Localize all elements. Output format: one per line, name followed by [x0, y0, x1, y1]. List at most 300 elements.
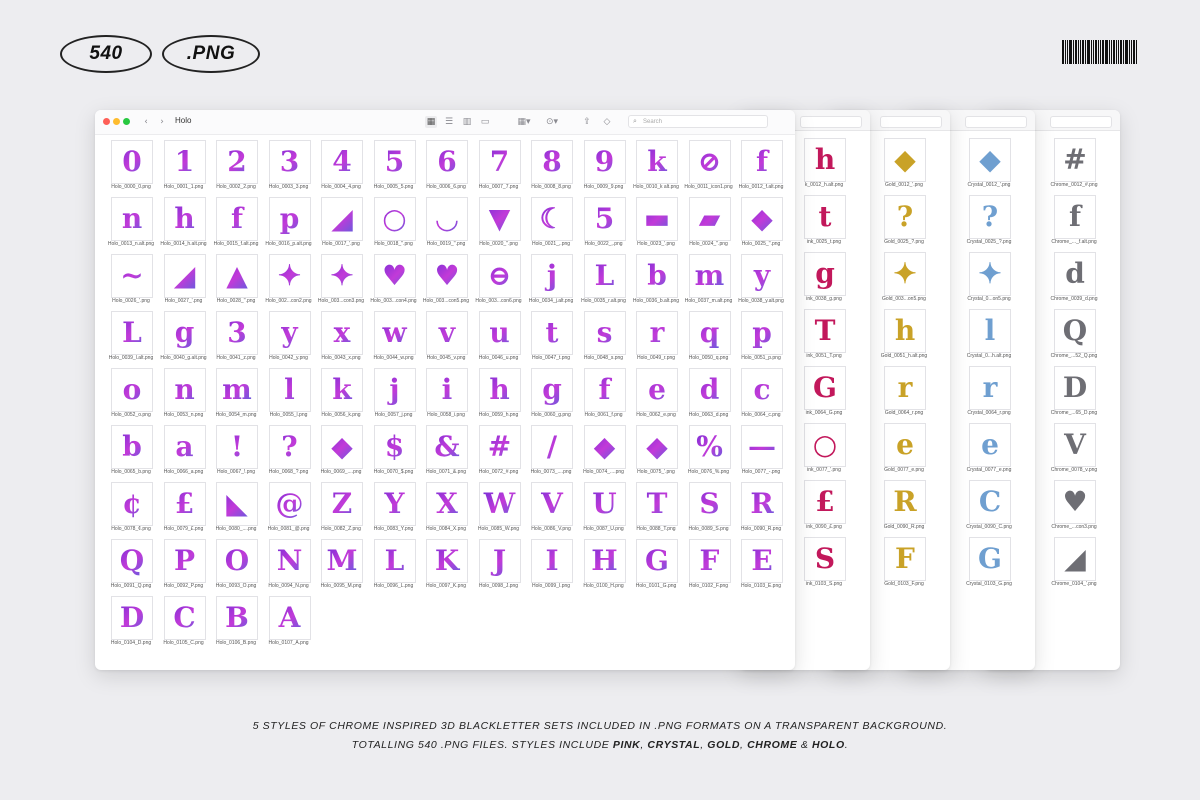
file-item[interactable] — [788, 252, 860, 304]
file-thumbnail: I — [531, 539, 573, 583]
file-thumbnail: Q — [1054, 309, 1096, 353]
file-thumbnail: h — [164, 197, 206, 241]
file-name: Holo_0036_b.alt.png — [632, 298, 680, 304]
file-name: Crystal_0090_C.png — [966, 524, 1012, 530]
file-thumbnail: ? — [884, 195, 926, 239]
file-thumbnail: 0 — [111, 140, 153, 184]
file-thumbnail: y — [269, 311, 311, 355]
caption-separator: , — [640, 739, 648, 751]
file-thumbnail: R — [884, 480, 926, 524]
file-name: Holo_0105_C.png — [163, 640, 204, 646]
file-name: Crystal_0...h.alt.png — [966, 353, 1012, 359]
file-name: Holo_0042_y.png — [269, 355, 308, 361]
file-name: Crystal_0103_G.png — [966, 581, 1012, 587]
file-thumbnail: r — [969, 366, 1011, 410]
file-name: Holo_0065_b.png — [111, 469, 151, 475]
file-thumbnail: g — [804, 252, 846, 296]
file-item[interactable] — [730, 539, 792, 591]
file-item[interactable] — [1038, 366, 1110, 418]
file-thumbnail: d — [689, 368, 731, 412]
file-thumbnail: L — [584, 254, 626, 298]
file-name: Holo_0038_y.alt.png — [738, 298, 784, 304]
file-thumbnail: ♥ — [426, 254, 468, 298]
format-badge: .PNG — [162, 35, 260, 73]
file-name: Holo_0061_f.png — [584, 412, 623, 418]
file-item[interactable] — [788, 537, 860, 589]
file-item[interactable] — [1038, 480, 1110, 532]
search-field — [965, 116, 1027, 128]
file-item[interactable] — [730, 140, 792, 192]
file-thumbnail: l — [269, 368, 311, 412]
file-thumbnail: ⊘ — [689, 140, 731, 184]
file-item[interactable] — [953, 366, 1025, 418]
file-item[interactable] — [868, 252, 940, 304]
file-item[interactable] — [788, 195, 860, 247]
search-field — [1050, 116, 1112, 128]
file-item[interactable] — [730, 425, 792, 477]
file-thumbnail: D — [111, 596, 153, 640]
file-thumbnail: G — [804, 366, 846, 410]
file-thumbnail: ◆ — [969, 138, 1011, 182]
file-item[interactable] — [868, 309, 940, 361]
file-thumbnail: ♥ — [374, 254, 416, 298]
file-name: Holo_0054_m.png — [215, 412, 257, 418]
file-name: Holo_0013_n.alt.png — [107, 241, 155, 247]
file-name: Holo_0035_r.alt.png — [581, 298, 626, 304]
file-name: Holo_0027_'.png — [164, 298, 203, 304]
file-name: Holo_0048_s.png — [583, 355, 624, 361]
file-name: Holo_0091_Q.png — [110, 583, 152, 589]
file-thumbnail: @ — [269, 482, 311, 526]
file-name: Holo_0010_k alt.png — [633, 184, 679, 190]
file-thumbnail: F — [689, 539, 731, 583]
file-name: Holo_0001_1.png — [163, 184, 204, 190]
file-name: Holo_0025_''.png — [741, 241, 781, 247]
file-name: Holo_0000_0.png — [111, 184, 151, 190]
file-thumbnail: j — [531, 254, 573, 298]
file-item[interactable] — [868, 138, 940, 190]
file-thumbnail: — — [741, 425, 783, 469]
file-thumbnail: c — [741, 368, 783, 412]
file-thumbnail: ◡ — [426, 197, 468, 241]
gallery-view-icon[interactable]: ▭ — [480, 117, 490, 127]
forward-chevron-icon[interactable]: › — [160, 117, 164, 127]
file-thumbnail: % — [689, 425, 731, 469]
close-button[interactable] — [103, 118, 110, 125]
file-name: Holo_0084_X.png — [425, 526, 467, 532]
file-thumbnail: n — [111, 197, 153, 241]
file-thumbnail: i — [426, 368, 468, 412]
file-name: Holo_0088_T.png — [636, 526, 676, 532]
file-name: Chrome_0039_d.png — [1050, 296, 1098, 302]
file-thumbnail: e — [636, 368, 678, 412]
window-toolbar — [95, 110, 795, 135]
file-name: Holo_0051_p.png — [741, 355, 781, 361]
file-name: Holo_0102_F.png — [688, 583, 729, 589]
file-item[interactable] — [1038, 537, 1110, 589]
file-name: Holo_0020_''.png — [479, 241, 518, 247]
file-name: Holo_0037_m.alt.png — [684, 298, 733, 304]
file-thumbnail: a — [164, 425, 206, 469]
file-item[interactable] — [1038, 138, 1110, 190]
file-name: Crystal_0025_?.png — [966, 239, 1012, 245]
file-item[interactable] — [953, 252, 1025, 304]
file-thumbnail: s — [584, 311, 626, 355]
file-item[interactable] — [788, 423, 860, 475]
file-name: Holo_0064_c.png — [741, 412, 781, 418]
file-name: Holo_0017_'.png — [322, 241, 360, 247]
file-item[interactable] — [788, 366, 860, 418]
count-badge: 540 — [60, 35, 152, 73]
file-thumbnail: ◆ — [741, 197, 783, 241]
file-name: Holo_0016_p.alt.png — [265, 241, 312, 247]
file-name: ink_0051_T.png — [806, 353, 842, 359]
file-thumbnail: ◆ — [636, 425, 678, 469]
file-thumbnail: O — [216, 539, 258, 583]
file-thumbnail: e — [969, 423, 1011, 467]
file-name: Holo_0044_w.png — [373, 355, 414, 361]
file-name: Holo_0039_l.alt.png — [108, 355, 154, 361]
search-input[interactable] — [628, 115, 768, 128]
file-item[interactable] — [1038, 309, 1110, 361]
file-name: Holo_0069_....png — [320, 469, 362, 475]
file-name: Holo_0092_P.png — [163, 583, 204, 589]
file-thumbnail: B — [216, 596, 258, 640]
file-name: Holo_0103_E.png — [740, 583, 782, 589]
file-thumbnail: ▲ — [216, 254, 258, 298]
file-name: Gold_0077_e.png — [884, 467, 924, 473]
file-name: Holo_0062_e.png — [636, 412, 676, 418]
file-name: Holo_0058_i.png — [427, 412, 465, 418]
file-thumbnail: M — [321, 539, 363, 583]
file-name: Holo_0066_a.png — [163, 469, 204, 475]
file-name: Holo_0083_Y.png — [373, 526, 414, 532]
file-thumbnail: ◢ — [164, 254, 206, 298]
file-item[interactable] — [868, 480, 940, 532]
file-thumbnail: ◣ — [216, 482, 258, 526]
file-name: Holo_0074_....png — [583, 469, 624, 475]
file-thumbnail: R — [741, 482, 783, 526]
file-name: Chrome_0078_v.png — [1050, 467, 1098, 473]
file-name: Gold_0090_R.png — [883, 524, 925, 530]
file-thumbnail: 2 — [216, 140, 258, 184]
file-item[interactable] — [953, 423, 1025, 475]
file-name: Holo_0100_H.png — [583, 583, 624, 589]
file-thumbnail: 5 — [584, 197, 626, 241]
file-name: Holo_0063_d.png — [688, 412, 729, 418]
file-item[interactable] — [730, 311, 792, 363]
file-name: Holo_0089_S.png — [688, 526, 729, 532]
file-name: Holo_0057_j.png — [374, 412, 413, 418]
file-thumbnail: d — [1054, 252, 1096, 296]
file-name: Holo_003...con3.png — [317, 298, 365, 304]
file-thumbnail: $ — [374, 425, 416, 469]
file-thumbnail: b — [636, 254, 678, 298]
list-view-icon[interactable]: ☰ — [444, 117, 454, 127]
back-chevron-icon[interactable]: ‹ — [144, 117, 148, 127]
minimize-button[interactable] — [113, 118, 120, 125]
file-item[interactable] — [868, 423, 940, 475]
file-name: Crystal_0...on5.png — [967, 296, 1011, 302]
file-item[interactable] — [730, 482, 792, 534]
file-name: Holo_0014_h.alt.png — [160, 241, 207, 247]
file-thumbnail: k — [321, 368, 363, 412]
action-menu-icon[interactable]: ⊙▾ — [545, 117, 559, 127]
file-name: Holo_0047_t.png — [531, 355, 571, 361]
file-thumbnail: S — [804, 537, 846, 581]
file-name: Holo_0002_2.png — [216, 184, 256, 190]
file-thumbnail: ✦ — [269, 254, 311, 298]
search-placeholder: Search — [643, 119, 663, 125]
file-thumbnail: & — [426, 425, 468, 469]
file-name: Holo_0107_A.png — [268, 640, 309, 646]
icon-view-grid-icon[interactable]: ▦ — [426, 117, 436, 127]
file-item[interactable] — [788, 309, 860, 361]
file-name: Crystal_0012_'.png — [967, 182, 1011, 188]
file-name: Holo_0071_&.png — [425, 469, 467, 475]
caption-separator: , — [700, 739, 708, 751]
style-crystal: CRYSTAL — [647, 739, 701, 751]
file-thumbnail: u — [479, 311, 521, 355]
file-name: Holo_0087_U.png — [583, 526, 624, 532]
column-view-icon[interactable]: ▥ — [462, 117, 472, 127]
file-thumbnail: h — [884, 309, 926, 353]
file-name: Holo_0046_u.png — [478, 355, 519, 361]
file-name: Holo_0080_....png — [215, 526, 257, 532]
file-name: Holo_0034_j.alt.png — [528, 298, 574, 304]
file-name: Holo_0053_n.png — [163, 412, 204, 418]
file-name: Holo_0081_@.png — [267, 526, 310, 532]
file-name: Holo_0007_7.png — [478, 184, 519, 190]
file-name: Holo_0106_B.png — [215, 640, 257, 646]
file-thumbnail: ○ — [374, 197, 416, 241]
file-thumbnail: C — [969, 480, 1011, 524]
file-item[interactable] — [1038, 423, 1110, 475]
file-name: Chrome_0104_'.png — [1051, 581, 1097, 587]
file-thumbnail: f — [584, 368, 626, 412]
file-name: Holo_0052_o.png — [111, 412, 151, 418]
file-thumbnail: x — [321, 311, 363, 355]
file-item[interactable] — [868, 195, 940, 247]
file-thumbnail: n — [164, 368, 206, 412]
file-thumbnail: g — [164, 311, 206, 355]
file-thumbnail: Y — [374, 482, 416, 526]
file-name: Gold_0025_?.png — [884, 239, 924, 245]
style-chrome: CHROME — [747, 739, 798, 751]
file-thumbnail: q — [689, 311, 731, 355]
caption-end: . — [844, 739, 849, 751]
file-thumbnail: ◆ — [584, 425, 626, 469]
file-item[interactable] — [730, 254, 792, 306]
file-item[interactable] — [868, 366, 940, 418]
caption — [0, 717, 1200, 755]
file-name: Holo_0026_'.png — [112, 298, 150, 304]
file-thumbnail: e — [884, 423, 926, 467]
file-thumbnail: ¢ — [111, 482, 153, 526]
group-menu-icon[interactable]: ▦▾ — [517, 117, 531, 127]
file-thumbnail: b — [111, 425, 153, 469]
file-thumbnail: j — [374, 368, 416, 412]
file-thumbnail: 1 — [164, 140, 206, 184]
file-thumbnail: G — [969, 537, 1011, 581]
file-thumbnail: p — [269, 197, 311, 241]
file-thumbnail: F — [884, 537, 926, 581]
file-name: Holo_0094_N.png — [268, 583, 309, 589]
file-thumbnail: Q — [111, 539, 153, 583]
file-name: Holo_003...con5.png — [422, 298, 470, 304]
search-field — [880, 116, 942, 128]
file-name: Holo_0085_W.png — [477, 526, 520, 532]
file-item[interactable] — [953, 309, 1025, 361]
file-item[interactable] — [730, 368, 792, 420]
file-thumbnail: ♥ — [1054, 480, 1096, 524]
file-name: Holo_0021_,.png — [531, 241, 571, 247]
file-thumbnail: 3 — [216, 311, 258, 355]
file-thumbnail: ~ — [111, 254, 153, 298]
file-thumbnail: ⊖ — [479, 254, 521, 298]
file-name: Holo_002...con2.png — [265, 298, 312, 304]
file-item[interactable] — [953, 537, 1025, 589]
file-thumbnail: p — [741, 311, 783, 355]
file-name: Holo_0098_J.png — [478, 583, 519, 589]
search-field — [800, 116, 862, 128]
file-thumbnail: k — [636, 140, 678, 184]
file-name: Holo_0093_O.png — [215, 583, 257, 589]
file-thumbnail: y — [741, 254, 783, 298]
file-thumbnail: o — [111, 368, 153, 412]
file-thumbnail: 5 — [374, 140, 416, 184]
file-thumbnail: r — [884, 366, 926, 410]
file-item[interactable] — [258, 596, 320, 648]
file-thumbnail: w — [374, 311, 416, 355]
file-thumbnail: 9 — [584, 140, 626, 184]
file-name: Chrome_..._f.alt.png — [1051, 239, 1097, 245]
file-thumbnail: / — [531, 425, 573, 469]
file-name: ink_0103_S.png — [805, 581, 843, 587]
share-icon[interactable]: ⇪ — [583, 117, 591, 127]
file-name: Holo_0068_?.png — [268, 469, 309, 475]
file-thumbnail: H — [584, 539, 626, 583]
file-name: Holo_0104_D.png — [110, 640, 152, 646]
file-item[interactable] — [1038, 252, 1110, 304]
file-thumbnail: L — [111, 311, 153, 355]
file-thumbnail: ▰ — [689, 197, 731, 241]
file-thumbnail: m — [216, 368, 258, 412]
file-name: Crystal_0077_e.png — [966, 467, 1012, 473]
file-name: Holo_0078_¢.png — [111, 526, 151, 532]
file-thumbnail: P — [164, 539, 206, 583]
file-thumbnail: K — [426, 539, 468, 583]
file-name: Holo_0023_'.png — [637, 241, 675, 247]
file-thumbnail: £ — [164, 482, 206, 526]
file-thumbnail: v — [426, 311, 468, 355]
file-thumbnail: 3 — [269, 140, 311, 184]
file-name: Holo_0041_z.png — [216, 355, 256, 361]
file-thumbnail: h — [804, 138, 846, 182]
file-thumbnail: f — [1054, 195, 1096, 239]
file-thumbnail: ! — [216, 425, 258, 469]
file-thumbnail: # — [1054, 138, 1096, 182]
file-thumbnail: E — [741, 539, 783, 583]
caption-text: TOTALLING 540 .PNG FILES. STYLES INCLUDE — [351, 739, 613, 751]
file-name: Crystal_0064_r.png — [967, 410, 1011, 416]
caption-separator: , — [740, 739, 748, 751]
holo-finder-window — [95, 110, 795, 670]
file-name: Holo_0070_$.png — [373, 469, 414, 475]
file-name: Gold_0051_h.alt.png — [880, 353, 928, 359]
file-item[interactable] — [730, 197, 792, 249]
file-name: Holo_0077_-.png — [741, 469, 781, 475]
file-name: Holo_0090_R.png — [740, 526, 782, 532]
file-thumbnail: L — [374, 539, 416, 583]
file-item[interactable] — [953, 480, 1025, 532]
file-thumbnail: D — [1054, 366, 1096, 410]
file-thumbnail: ▬ — [636, 197, 678, 241]
file-item[interactable] — [868, 537, 940, 589]
file-name: Chrome_...65_D.png — [1050, 410, 1098, 416]
file-thumbnail: V — [1054, 423, 1096, 467]
file-name: Holo_0049_r.png — [636, 355, 676, 361]
file-name: ink_0090_£.png — [806, 524, 842, 530]
style-gold: GOLD — [707, 739, 741, 751]
style-pink: PINK — [612, 739, 641, 751]
file-thumbnail: t — [804, 195, 846, 239]
file-name: Chrome_0012_#.png — [1050, 182, 1098, 188]
file-thumbnail: ? — [969, 195, 1011, 239]
file-name: Holo_0011_icon1.png — [684, 184, 733, 190]
file-name: ink_0077_'.png — [807, 467, 841, 473]
file-name: Holo_0024_''.png — [689, 241, 728, 247]
zoom-button[interactable] — [123, 118, 130, 125]
file-name: Holo_0059_h.png — [478, 412, 519, 418]
file-item[interactable] — [788, 138, 860, 190]
file-thumbnail: ◢ — [321, 197, 363, 241]
file-name: Holo_0072_#.png — [478, 469, 519, 475]
file-name: Holo_0005_5.png — [373, 184, 414, 190]
file-thumbnail: V — [531, 482, 573, 526]
file-thumbnail: Z — [321, 482, 363, 526]
file-name: Holo_0097_K.png — [425, 583, 467, 589]
file-name: k_0012_h.alt.png — [804, 182, 844, 188]
file-item[interactable] — [788, 480, 860, 532]
file-item[interactable] — [953, 138, 1025, 190]
file-thumbnail: ◆ — [321, 425, 363, 469]
file-name: Holo_0082_Z.png — [321, 526, 361, 532]
caption-line-2 — [0, 736, 1200, 755]
file-item[interactable] — [1038, 195, 1110, 247]
file-name: Holo_0067_!.png — [216, 469, 256, 475]
file-name: Gold_0064_r.png — [884, 410, 924, 416]
file-thumbnail: 4 — [321, 140, 363, 184]
file-grid — [95, 140, 795, 670]
barcode-icon — [1062, 40, 1140, 64]
file-name: Holo_0095_M.png — [320, 583, 362, 589]
tag-icon[interactable]: ◇ — [603, 117, 611, 127]
file-name: Holo_0004_4.png — [321, 184, 361, 190]
file-name: ink_0038_g.png — [806, 296, 842, 302]
file-thumbnail: N — [269, 539, 311, 583]
caption-separator: & — [797, 739, 812, 751]
file-item[interactable] — [953, 195, 1025, 247]
file-thumbnail: ○ — [804, 423, 846, 467]
file-name: Holo_0015_f.alt.png — [213, 241, 259, 247]
file-thumbnail: ? — [269, 425, 311, 469]
file-name: Chrome_...con3.png — [1051, 524, 1097, 530]
file-thumbnail: r — [636, 311, 678, 355]
file-name: Holo_003...con6.png — [475, 298, 522, 304]
file-thumbnail: J — [479, 539, 521, 583]
file-name: Holo_003...con4.png — [370, 298, 417, 304]
